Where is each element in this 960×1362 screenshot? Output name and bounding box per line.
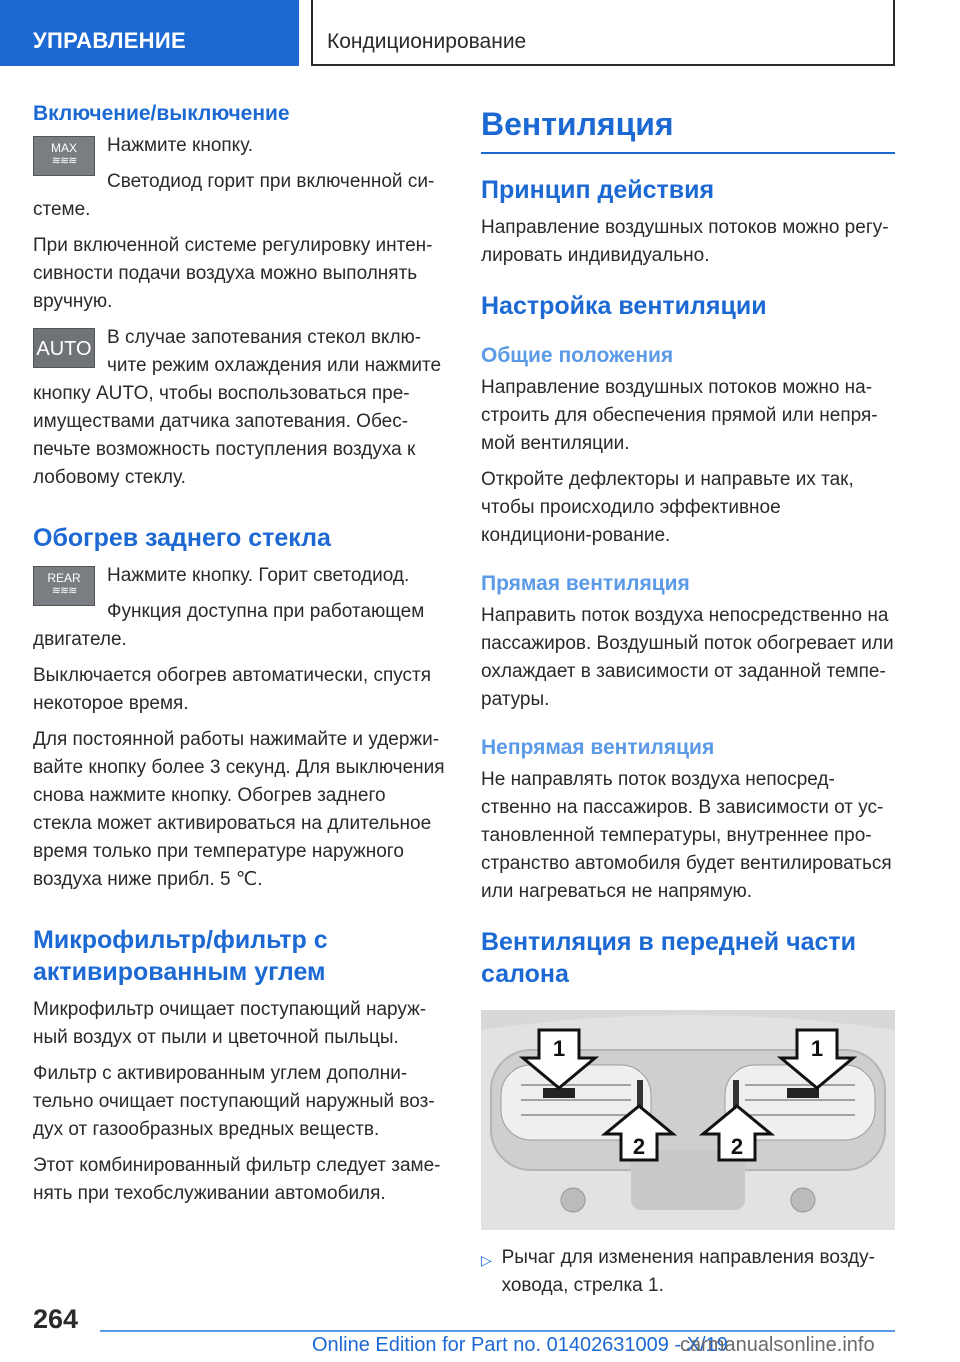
heading-setup: Настройка вентиляции	[481, 292, 767, 320]
principle-text: Направление воздушных потоков можно регу-лировать индивидуально.	[481, 217, 889, 266]
right-column	[481, 100, 895, 1300]
rear-text-3: Выключается обогрев автоматически, спустя некоторое время.	[33, 665, 432, 714]
left-column	[33, 100, 447, 1216]
auto-button-block	[33, 324, 447, 492]
chapter-title: Кондиционирование	[311, 0, 895, 66]
max-defrost-button-icon	[33, 136, 95, 176]
general-text-2: Откройте дефлекторы и направьте их так, чтобы происходило эффективное кондициони-рование.	[481, 469, 854, 546]
callout-2-left: 2	[632, 1134, 646, 1159]
rear-text-1: Нажмите кнопку. Горит светодиод.	[107, 565, 410, 586]
rear-text-4: Для постоянной работы нажимайте и удержи-вайте кнопку более 3 секунд. Для выключения снова нажмите кнопку. Обогрев заднего стекла может активироваться на длительное время только при температуре наружного воздуха ниже прибл. 5 ℃.	[33, 729, 445, 890]
heading-rear-defrost: Обогрев заднего стекла	[33, 524, 331, 552]
wave-icon: ≋≋≋	[51, 155, 77, 167]
heading-on-off: Включение/выключение	[33, 102, 290, 125]
direct-text: Направить поток воздуха непосредственно на пассажиров. Воздушный поток обогревает или охлаждает в зависимости от заданной темпе-ратуры.	[481, 605, 894, 710]
filter-text-3: Этот комбинированный фильтр следует заме-нять при техобслуживании автомобиля.	[33, 1155, 441, 1204]
bullet-text: Рычаг для изменения направления возду-ховода, стрелка 1.	[501, 1247, 875, 1296]
section-tab[interactable]: УПРАВЛЕНИЕ	[0, 0, 299, 66]
rear-defrost-button-icon	[33, 566, 95, 606]
heading-ventilation: Вентиляция	[481, 104, 895, 154]
max-icon-label: MAX	[50, 141, 77, 155]
general-text-1: Направление воздушных потоков можно на-строить для обеспечения прямой или непря-мой вентиляции.	[481, 377, 878, 454]
onoff-text-4: В случае запотевания стекол вклю-чите режим охлаждения или нажмите кнопку AUTO, чтобы воспользоваться пре-имуществами датчика запотевания. Обес-печьте возможность поступления воздуха к лобовому стеклу.	[33, 327, 442, 488]
page-number: 264	[33, 1304, 79, 1334]
heading-indirect: Непрямая вентиляция	[481, 736, 715, 759]
heading-direct: Прямая вентиляция	[481, 572, 690, 595]
rear-icon-label: REAR	[47, 571, 81, 585]
dashboard-vents-illustration	[481, 1010, 895, 1230]
onoff-text-1: Нажмите кнопку.	[107, 135, 254, 156]
air-vent-figure	[481, 1010, 895, 1230]
page-header	[0, 0, 960, 66]
callout-1-left: 1	[552, 1036, 566, 1061]
callout-2-right: 2	[730, 1134, 744, 1159]
filter-text-1: Микрофильтр очищает поступающий наруж-ный воздух от пыли и цветочной пыльцы.	[33, 999, 427, 1048]
page-footer	[0, 1290, 960, 1362]
onoff-text-2: Светодиод горит при включенной си-стеме.	[33, 171, 435, 220]
triangle-bullet-icon: ▷	[481, 1252, 492, 1268]
heading-general: Общие положения	[481, 344, 674, 367]
filter-text-2: Фильтр с активированным углем дополни-тельно очищает поступающий наружный воз-дух от газообразных вредных веществ.	[33, 1063, 435, 1140]
onoff-text-3: При включенной системе регулировку интен-сивности подачи воздуха можно выполнять вручную.	[33, 235, 433, 312]
edition-text: Online Edition for Part no. 01402631009 - X/19	[312, 1334, 728, 1356]
heading-microfilter: Микрофильтр/фильтр с активированным углем	[33, 926, 328, 986]
indirect-text: Не направлять поток воздуха непосред-ственно на пассажиров. В зависимости от ус-тановленной температуры, внутреннее про-странство автомобиля будет вентилироваться или нагреваться не напрямую.	[481, 769, 892, 902]
heading-front-vent: Вентиляция в передней части салона	[481, 928, 857, 988]
auto-button-icon: AUTO	[33, 328, 95, 368]
watermark: carmanualsonline.info	[680, 1334, 875, 1356]
callout-1-right: 1	[810, 1036, 824, 1061]
rear-text-2: Функция доступна при работающем двигателе.	[33, 601, 425, 650]
max-button-block	[33, 132, 447, 224]
heading-principle: Принцип действия	[481, 176, 715, 204]
wave-icon: ≋≋≋	[51, 585, 77, 597]
rear-button-block	[33, 562, 447, 654]
footer-divider	[100, 1330, 895, 1332]
